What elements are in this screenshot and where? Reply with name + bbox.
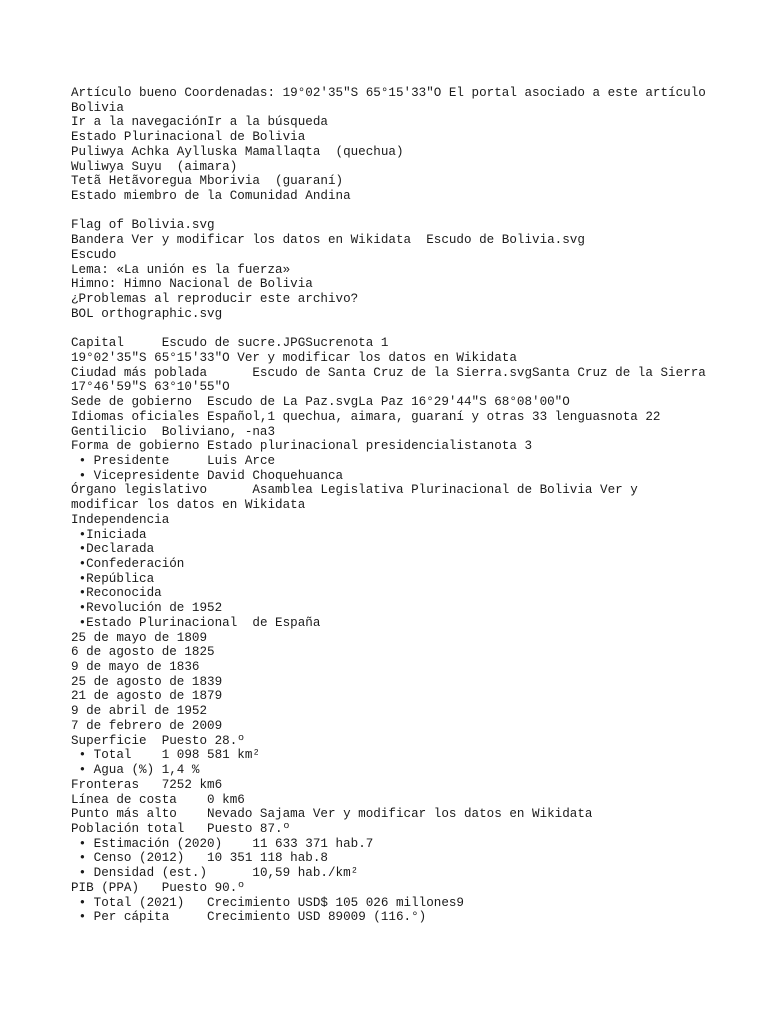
text-line: Estado Plurinacional de Bolivia — [71, 130, 306, 145]
text-line: Lema: «La unión es la fuerza» — [71, 262, 291, 277]
text-line: • Estimación (2020) 11 633 371 hab.7 — [71, 836, 374, 851]
text-line: Sede de gobierno Escudo de La Paz.svgLa Paz 16°29'44"S 68°08'00"O — [71, 395, 570, 410]
text-line: Fronteras 7252 km6 — [71, 777, 223, 792]
blank-line — [71, 322, 711, 337]
text-line: • Censo (2012) 10 351 118 hab.8 — [71, 851, 328, 866]
text-line: 9 de mayo de 1836 — [71, 660, 200, 675]
text-line: BOL orthographic.svg — [71, 306, 223, 321]
text-line: Bolivia — [71, 100, 124, 115]
text-line: •Reconocida — [71, 586, 162, 601]
text-line: 21 de agosto de 1879 — [71, 689, 223, 704]
text-line: ¿Problemas al reproducir este archivo? — [71, 292, 359, 307]
text-line: 19°02'35"S 65°15'33"O Ver y modificar los datos en Wikidata — [71, 350, 517, 365]
text-line: 25 de agosto de 1839 — [71, 674, 223, 689]
text-line: • Agua (%) 1,4 % — [71, 763, 200, 778]
text-line: Ir a la navegaciónIr a la búsqueda — [71, 115, 328, 130]
text-line: •República — [71, 571, 155, 586]
text-line: Línea de costa 0 km6 — [71, 792, 245, 807]
text-line: 9 de abril de 1952 — [71, 704, 208, 719]
text-line: 6 de agosto de 1825 — [71, 645, 215, 660]
text-line: Punto más alto Nevado Sajama Ver y modificar los datos en Wikidata — [71, 807, 593, 822]
text-line: Puliwya Achka Aylluska Mamallaqta (quechua) — [71, 144, 404, 159]
text-line: PIB (PPA) Puesto 90.º — [71, 880, 245, 895]
text-line: Capital Escudo de sucre.JPGSucrenota 1 — [71, 336, 389, 351]
blank-line — [71, 204, 711, 219]
text-line: Gentilicio Boliviano, -na3 — [71, 424, 276, 439]
text-line: • Densidad (est.) 10,59 hab./km² — [71, 866, 359, 881]
text-line: • Total 1 098 581 km² — [71, 748, 260, 763]
text-line: Idiomas oficiales Español,1 quechua, aimara, guaraní y otras 33 lenguasnota 22 — [71, 409, 661, 424]
text-line: Población total Puesto 87.º — [71, 821, 291, 836]
text-line: •Declarada — [71, 542, 155, 557]
text-line: • Vicepresidente David Choquehuanca — [71, 468, 344, 483]
text-line: Tetã Hetãvoregua Mborivia (guaraní) — [71, 174, 344, 189]
text-line: Superficie Puesto 28.º — [71, 733, 245, 748]
text-line: •Estado Plurinacional de España — [71, 615, 321, 630]
text-line: Artículo bueno Coordenadas: 19°02'35"S 65°15'33"O El portal asociado a este artículo — [71, 86, 706, 100]
text-line: •Iniciada — [71, 527, 147, 542]
text-line: • Total (2021) Crecimiento USD$ 105 026 millones9 — [71, 895, 464, 910]
text-line: Wuliwya Suyu (aimara) — [71, 159, 238, 174]
text-line: • Presidente Luis Arce — [71, 453, 276, 468]
text-line: Órgano legislativo Asamblea Legislativa Plurinacional de Bolivia Ver y modificar los datos en Wikidata — [71, 483, 646, 513]
text-line: •Confederación — [71, 557, 185, 571]
text-line: Escudo — [71, 247, 117, 262]
text-line: Forma de gobierno Estado plurinacional presidencialistanota 3 — [71, 439, 533, 454]
text-line: Himno: Himno Nacional de Bolivia — [71, 277, 313, 292]
text-line: Flag of Bolivia.svg — [71, 218, 215, 233]
text-line: • Per cápita Crecimiento USD 89009 (116.°) — [71, 910, 427, 925]
text-line: Bandera Ver y modificar los datos en Wikidata Escudo de Bolivia.svg — [71, 233, 585, 248]
document-body — [71, 86, 714, 925]
text-line: Independencia — [71, 512, 170, 527]
text-line: Estado miembro de la Comunidad Andina — [71, 189, 351, 204]
text-line: •Revolución de 1952 — [71, 601, 223, 616]
text-line: 25 de mayo de 1809 — [71, 630, 208, 645]
text-line: 7 de febrero de 2009 — [71, 718, 223, 733]
text-line: Ciudad más poblada Escudo de Santa Cruz de la Sierra.svgSanta Cruz de la Sierra 17°46'59"S 63°10'55"O — [71, 365, 714, 395]
